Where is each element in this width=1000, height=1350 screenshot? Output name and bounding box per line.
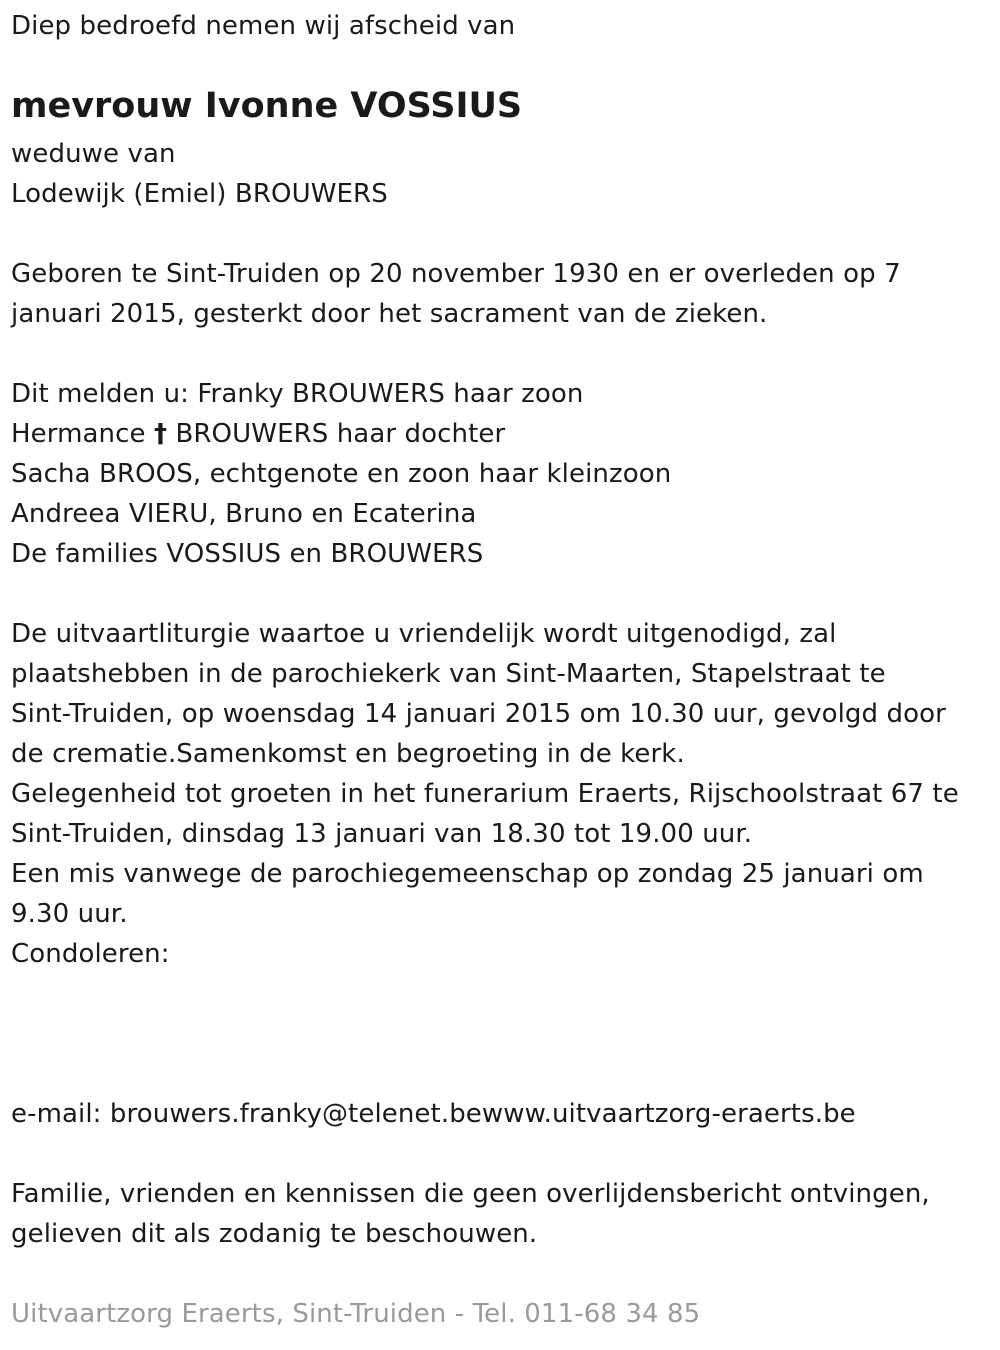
funeral-line-6: Sint-Truiden, dinsdag 13 januari van 18.30 tot 19.00 uur. (11, 819, 753, 849)
widow-line-2: Lodewijk (Emiel) BROUWERS (11, 179, 388, 209)
family-line-2 (11, 414, 671, 454)
notice-block (11, 1174, 930, 1254)
family-line-3: Sacha BROOS, echtgenote en zoon haar kleinzoon (11, 459, 672, 489)
widow-block (11, 134, 388, 214)
family-line-2-name: Hermance (11, 419, 154, 449)
family-line-1: Dit melden u: Franky BROUWERS haar zoon (11, 379, 584, 409)
birth-line-2: januari 2015, gesterkt door het sacrament van de zieken. (11, 299, 768, 329)
family-line-2-rest: BROUWERS haar dochter (167, 419, 506, 449)
deceased-name: mevrouw Ivonne VOSSIUS (11, 86, 523, 126)
footer-text: Uitvaartzorg Eraerts, Sint-Truiden - Tel. 011-68 34 85 (11, 1299, 701, 1329)
email-block (11, 1094, 856, 1134)
funeral-line-7: Een mis vanwege de parochiegemeenschap op zondag 25 januari om (11, 859, 924, 889)
funeral-line-3: Sint-Truiden, op woensdag 14 januari 2015 om 10.30 uur, gevolgd door (11, 699, 946, 729)
funeral-line-4: de crematie.Samenkomst en begroeting in de kerk. (11, 739, 685, 769)
funeral-line-8: 9.30 uur. (11, 899, 128, 929)
funeral-block (11, 614, 959, 974)
condolences-label: Condoleren: (11, 939, 170, 969)
funeral-line-2: plaatshebben in de parochiekerk van Sint-Maarten, Stapelstraat te (11, 659, 886, 689)
funeral-line-1: De uitvaartliturgie waartoe u vriendelijk wordt uitgenodigd, zal (11, 619, 837, 649)
notice-line-2: gelieven dit als zodanig te beschouwen. (11, 1219, 538, 1249)
intro-text: Diep bedroefd nemen wij afscheid van (11, 11, 516, 41)
notice-line-1: Familie, vrienden en kennissen die geen overlijdensbericht ontvingen, (11, 1179, 930, 1209)
family-line-5: De families VOSSIUS en BROUWERS (11, 539, 484, 569)
family-block (11, 374, 671, 574)
email-line: e-mail: brouwers.franky@telenet.bewww.uitvaartzorg-eraerts.be (11, 1099, 856, 1129)
funeral-line-5: Gelegenheid tot groeten in het funerarium Eraerts, Rijschoolstraat 67 te (11, 779, 959, 809)
cross-icon: † (153, 419, 168, 449)
birth-block (11, 254, 901, 334)
birth-line-1: Geboren te Sint-Truiden op 20 november 1930 en er overleden op 7 (11, 259, 901, 289)
family-line-4: Andreea VIERU, Bruno en Ecaterina (11, 499, 477, 529)
widow-line-1: weduwe van (11, 139, 176, 169)
